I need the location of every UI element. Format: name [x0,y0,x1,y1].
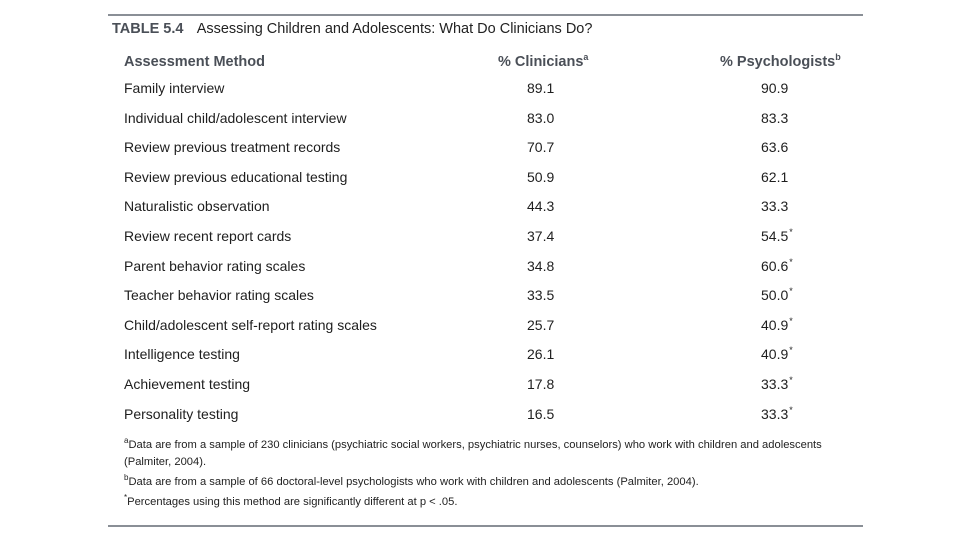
cell-assessment-method: Teacher behavior rating scales [124,287,314,304]
cell-assessment-method: Intelligence testing [124,346,240,363]
table-caption [112,21,592,37]
cell-psychologists-percent: 62.1 [761,168,789,185]
cell-psychologists-percent: 50.0* [761,286,793,304]
cell-psychologists-percent: 33.3* [761,374,793,392]
footnote-mark-b: b [835,52,841,62]
cell-assessment-method: Review previous educational testing [124,168,348,185]
cell-psychologists-percent: 90.9 [761,80,789,96]
cell-assessment-method: Personality testing [124,405,239,422]
significance-mark: * [789,404,793,415]
cell-assessment-method: Individual child/adolescent interview [124,109,347,126]
cell-clinicians-percent: 50.9 [527,168,555,185]
footnote [124,437,854,471]
cell-psychologists-percent: 33.3 [761,198,789,215]
cell-assessment-method: Parent behavior rating scales [124,257,306,274]
table-row [0,192,960,222]
cell-assessment-method: Review recent report cards [124,227,292,244]
cell-psychologists-percent: 83.3 [761,109,789,126]
cell-clinicians-percent: 44.3 [527,198,555,215]
cell-clinicians-percent: 70.7 [527,139,555,156]
footnote-text: Percentages using this method are significantly different at p < .05. [127,496,458,508]
significance-mark: * [789,226,793,237]
table-row [0,133,960,163]
cell-clinicians-percent: 26.1 [527,346,555,363]
significance-mark: * [789,315,793,326]
cell-assessment-method: Review previous treatment records [124,139,341,156]
cell-clinicians-percent: 83.0 [527,109,555,126]
significance-mark: * [789,256,793,267]
cell-psychologists-percent: 33.3* [761,404,793,422]
cell-clinicians-percent: 16.5 [527,405,555,422]
table-row [0,163,960,193]
table-row [0,311,960,341]
table-footnotes [124,437,854,514]
footnote-mark: a [124,436,129,445]
footnote-text: Data are from a sample of 230 clinicians (psychiatric social workers, psychiatric nurses, counselors) who work with children and adolescents (Palmiter, 2004). [124,439,822,468]
significance-mark: * [789,345,793,356]
table-row [0,370,960,400]
cell-psychologists-percent: 63.6 [761,139,789,156]
cell-clinicians-percent: 25.7 [527,316,555,333]
footnote [124,474,854,491]
table-row [0,104,960,134]
cell-psychologists-percent: 54.5* [761,226,793,244]
cell-clinicians-percent: 89.1 [527,80,555,96]
cell-assessment-method: Achievement testing [124,375,251,392]
cell-psychologists-percent: 60.6* [761,256,793,274]
cell-clinicians-percent: 37.4 [527,227,555,244]
table-row [0,222,960,252]
footnote-text: Data are from a sample of 66 doctoral-level psychologists who work with children and adolescents (Palmiter, 2004). [128,476,699,488]
cell-clinicians-percent: 17.8 [527,375,555,392]
header-clinicians: % Clinicians$^a$ [498,52,589,70]
header-assessment-method: Assessment Method [124,54,266,70]
cell-psychologists-percent: 40.9* [761,315,793,333]
table-row [0,281,960,311]
table-row [0,74,960,104]
table-row [0,252,960,282]
header-psychologists: % Psychologists$^b$ [720,52,841,70]
significance-mark: * [789,286,793,297]
table-label: TABLE 5.4 [112,21,184,37]
top-rule [108,14,863,16]
footnote-mark: * [124,493,128,502]
cell-assessment-method: Naturalistic observation [124,198,270,215]
cell-assessment-method: Child/adolescent self-report rating scales [124,316,377,333]
footnote-mark: b [124,473,129,482]
table-title: Assessing Children and Adolescents: What Do Clinicians Do? [196,21,593,37]
footnote-mark-a: a [583,52,589,62]
cell-clinicians-percent: 34.8 [527,257,555,274]
cell-assessment-method: Family interview [124,80,225,96]
significance-mark: * [789,374,793,385]
bottom-rule [108,525,863,527]
footnote [124,494,854,511]
cell-clinicians-percent: 33.5 [527,287,555,304]
table-body [0,74,960,429]
cell-psychologists-percent: 40.9* [761,345,793,363]
table-row [0,400,960,430]
table-row [0,340,960,370]
